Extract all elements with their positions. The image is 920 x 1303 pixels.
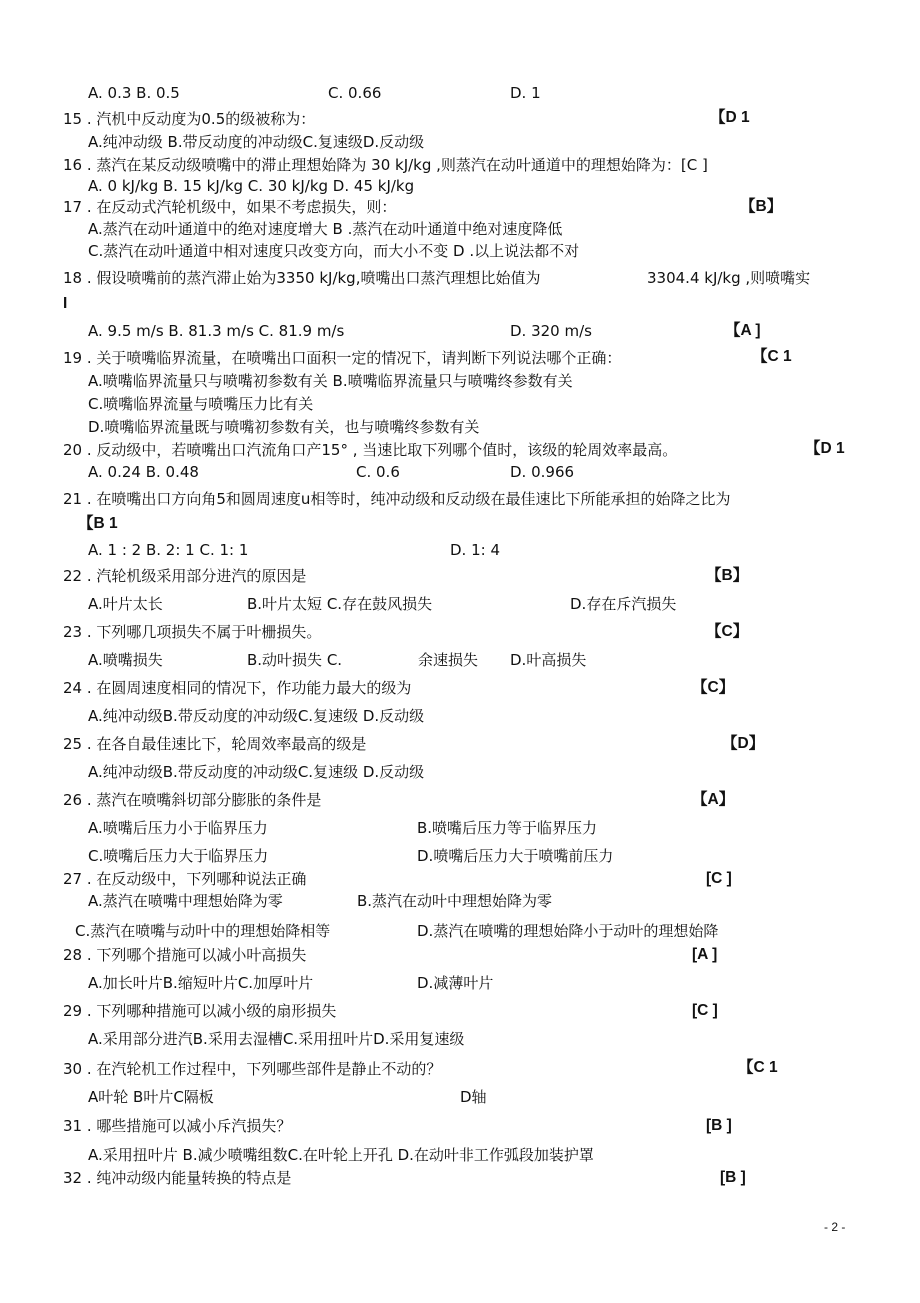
answer-key: [B ] [720,1169,746,1186]
text-line: A.蒸汽在喷嘴中理想始降为零 [88,892,283,910]
text-line: 31 . 哪些措施可以减小斥汽损失？ [63,1117,292,1135]
answer-key: 【C 1 [738,1059,778,1076]
text-line: D.减薄叶片 [417,974,494,992]
text-line: A.喷嘴损失 [88,651,163,669]
text-line: D轴 [460,1088,487,1106]
text-line: 28 . 下列哪个措施可以减小叶高损失 [63,946,307,964]
text-line: D. 320 m/s [510,322,592,340]
text-line: A.采用扭叶片 B.减少喷嘴组数C.在叶轮上开孔 D.在动叶非工作弧段加装护罩 [88,1146,594,1164]
text-line: 29 . 下列哪种措施可以减小级的扇形损失 [63,1002,337,1020]
text-line: A.叶片太长 [88,595,163,613]
text-line: C.喷嘴临界流量与喷嘴压力比有关 [88,395,314,413]
text-line: 26 . 蒸汽在喷嘴斜切部分膨胀的条件是 [63,791,322,809]
text-line: 19 . 关于喷嘴临界流量，在喷嘴出口面积一定的情况下，请判断下列说法哪个正确： [63,349,622,367]
text-line: 16 . 蒸汽在某反动级喷嘴中的滞止理想始降为 30 kJ/kg ,则蒸汽在动叶通道中的理想始降为：[C ] [63,156,708,174]
answer-key: 【B】 [740,198,783,215]
text-line: A. 0.3 B. 0.5 [88,84,180,102]
text-line: 21 . 在喷嘴出口方向角5和圆周速度u相等时，纯冲动级和反动级在最佳速比下所能承担的始降之比为 [63,490,731,508]
answer-key: [A ] [692,946,718,963]
text-line: B.喷嘴后压力等于临界压力 [417,819,598,837]
text-line: 27 . 在反动级中，下列哪种说法正确 [63,870,307,888]
text-line: C.喷嘴后压力大于临界压力 [88,847,269,865]
text-line: C.蒸汽在动叶通道中相对速度只改变方向，而大小不变 D .以上说法都不对 [88,242,580,260]
text-line: A. 9.5 m/s B. 81.3 m/s C. 81.9 m/s [88,322,345,340]
text-line: A.纯冲动级B.带反动度的冲动级C.复速级 D.反动级 [88,707,425,725]
text-line: C.蒸汽在喷嘴与动叶中的理想始降相等 [75,922,331,940]
text-line: 余速损失 [418,651,479,669]
text-line: D. 1: 4 [450,541,500,559]
text-line: D. 0.966 [510,463,575,481]
text-line: 32 . 纯冲动级内能量转换的特点是 [63,1169,292,1187]
text-line: D. 1 [510,84,541,102]
text-line: 22 . 汽轮机级采用部分进汽的原因是 [63,567,307,585]
answer-key: 【A ] [725,322,761,339]
text-line: D.存在斥汽损失 [570,595,677,613]
answer-key: 【D】 [722,735,765,752]
text-line: A.纯冲动级B.带反动度的冲动级C.复速级 D.反动级 [88,763,425,781]
text-line: 30 . 在汽轮机工作过程中，下列哪些部件是静止不动的？ [63,1060,442,1078]
text-line: B.动叶损失 C. [247,651,343,669]
answer-key: 【C】 [706,623,749,640]
text-line: A.喷嘴后压力小于临界压力 [88,819,268,837]
answer-key: 【A】 [692,791,735,808]
text-line: 25 . 在各自最佳速比下，轮周效率最高的级是 [63,735,367,753]
text-line: D.喷嘴临界流量既与喷嘴初参数有关，也与喷嘴终参数有关 [88,418,480,436]
text-line: A.纯冲动级 B.带反动度的冲动级C.复速级D.反动级 [88,133,425,151]
text-line: A. 0 kJ/kg B. 15 kJ/kg C. 30 kJ/kg D. 45 kJ/kg [88,177,415,195]
answer-key: 【C 1 [752,348,792,365]
text-line: A.蒸汽在动叶通道中的绝对速度增大 B .蒸汽在动叶通道中绝对速度降低 [88,220,563,238]
text-line: D.叶高损失 [510,651,587,669]
answer-key: [C ] [692,1002,718,1019]
text-line: A.加长叶片B.缩短叶片C.加厚叶片 [88,974,314,992]
text-line: A.采用部分进汽B.采用去湿槽C.采用扭叶片D.采用复速级 [88,1030,465,1048]
text-line: 15 . 汽机中反动度为0.5的级被称为： [63,110,316,128]
answer-key: 【C】 [692,679,735,696]
answer-key: 【D 1 [805,440,845,457]
text-line: A. 1 : 2 B. 2: 1 C. 1: 1 [88,541,249,559]
text-line: 20 . 反动级中，若喷嘴出口汽流角口产15° , 当速比取下列哪个值时，该级的轮周效率最高。 [63,441,678,459]
page-number: - 2 - [824,1220,846,1234]
text-line: 17 . 在反动式汽轮机级中，如果不考虑损失，则： [63,198,397,216]
answer-key: [B ] [706,1117,732,1134]
text-line: 3304.4 kJ/kg ,则喷嘴实 [647,269,811,287]
text-line: B.叶片太短 C.存在鼓风损失 [247,595,433,613]
text-line: 23 . 下列哪几项损失不属于叶栅损失。 [63,623,322,641]
text-line: C. 0.6 [356,463,400,481]
answer-key: 【B】 [706,567,749,584]
answer-key: 【D 1 [710,109,750,126]
text-line: B.蒸汽在动叶中理想始降为零 [357,892,553,910]
text-line: D.喷嘴后压力大于喷嘴前压力 [417,847,614,865]
text-line: 18 . 假设喷嘴前的蒸汽滞止始为3350 kJ/kg,喷嘴出口蒸汽理想比始值为 [63,269,541,287]
answer-key: I [63,295,68,312]
text-line: 24 . 在圆周速度相同的情况下，作功能力最大的级为 [63,679,412,697]
text-line: A叶轮 B叶片C隔板 [88,1088,214,1106]
text-line: D.蒸汽在喷嘴的理想始降小于动叶的理想始降 [417,922,719,940]
text-line: A.喷嘴临界流量只与喷嘴初参数有关 B.喷嘴临界流量只与喷嘴终参数有关 [88,372,573,390]
answer-key: [C ] [706,870,732,887]
answer-key: 【B 1 [78,515,118,532]
text-line: A. 0.24 B. 0.48 [88,463,199,481]
text-line: C. 0.66 [328,84,382,102]
